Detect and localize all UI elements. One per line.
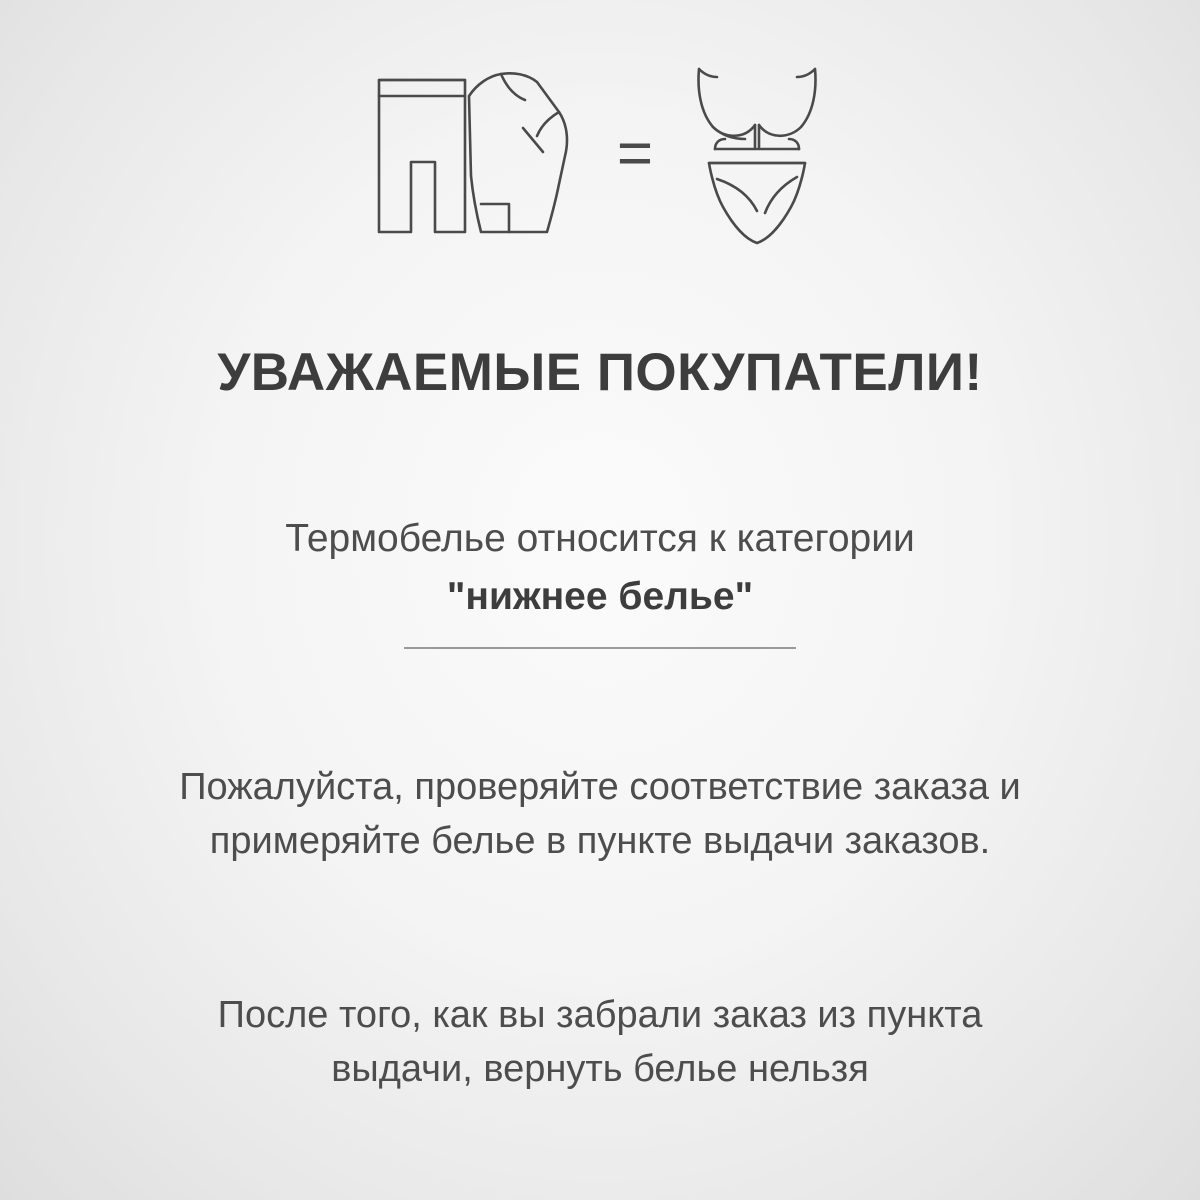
instruction-paragraph-1: Пожалуйста, проверяйте соответствие заказа и примеряйте белье в пункте выдачи заказов.	[179, 766, 1021, 863]
page-title: УВАЖАЕМЫЕ ПОКУПАТЕЛИ!	[217, 343, 983, 402]
equals-icon: =	[616, 119, 654, 188]
category-intro-text: Термобелье относится к категории	[285, 516, 915, 560]
lingerie-set-icon	[687, 61, 827, 256]
icon-row	[373, 58, 827, 258]
thermal-underwear-icon	[373, 66, 583, 251]
divider	[404, 647, 796, 649]
category-block	[0, 514, 1200, 649]
instruction-paragraph-2: После того, как вы забрали заказ из пункта выдачи, вернуть белье нельзя	[217, 994, 983, 1091]
category-name-text: "нижнее белье"	[446, 575, 754, 619]
